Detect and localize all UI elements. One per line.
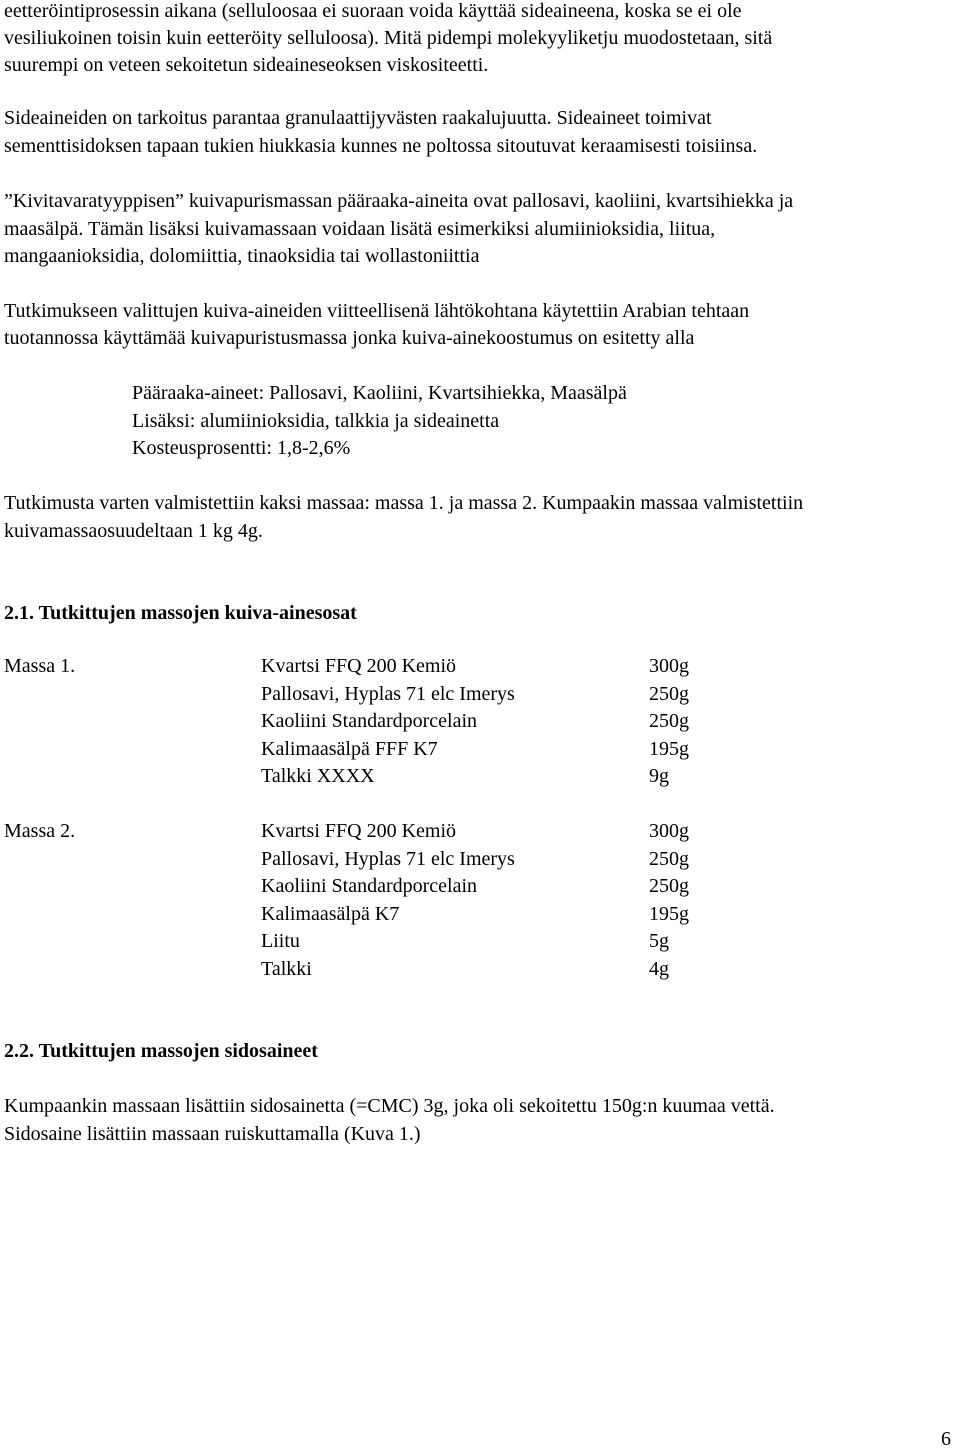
section-heading: 2.1. Tutkittujen massojen kuiva-ainesosat bbox=[4, 602, 357, 624]
section-heading: 2.2. Tutkittujen massojen sidosaineet bbox=[4, 1040, 318, 1062]
ingredient-name: Kalimaasälpä FFF K7 bbox=[261, 738, 438, 760]
mass-label: Massa 1. bbox=[4, 655, 76, 677]
paragraph-line: vesiliukoinen toisin kuin eetteröity selluloosa). Mitä pidempi molekyyliketju muodostetaan, sitä bbox=[4, 27, 773, 49]
paragraph-line: Sidosaine lisättiin massaan ruiskuttamalla (Kuva 1.) bbox=[4, 1123, 421, 1145]
ingredient-amount: 4g bbox=[649, 958, 669, 980]
paragraph-line: kuivamassaosuudeltaan 1 kg 4g. bbox=[4, 520, 263, 542]
ingredient-amount: 195g bbox=[649, 738, 689, 760]
ingredient-amount: 5g bbox=[649, 930, 669, 952]
paragraph-line: tuotannossa käyttämää kuivapuristusmassa jonka kuiva-ainekoostumus on esitetty alla bbox=[4, 327, 695, 349]
indented-line: Lisäksi: alumiinioksidia, talkkia ja sideainetta bbox=[132, 410, 500, 432]
indented-line: Kosteusprosentti: 1,8-2,6% bbox=[132, 437, 351, 459]
page-number: 6 bbox=[941, 1428, 951, 1450]
mass-label: Massa 2. bbox=[4, 820, 76, 842]
ingredient-amount: 250g bbox=[649, 848, 689, 870]
ingredient-amount: 195g bbox=[649, 903, 689, 925]
paragraph-line: Tutkimusta varten valmistettiin kaksi massaa: massa 1. ja massa 2. Kumpaakin massaa valmistettiin bbox=[4, 492, 804, 514]
paragraph-line: ”Kivitavaratyyppisen” kuivapurismassan pääraaka-aineita ovat pallosavi, kaoliini, kvartsihiekka ja bbox=[4, 190, 794, 212]
ingredient-name: Kaoliini Standardporcelain bbox=[261, 710, 478, 732]
ingredient-name: Pallosavi, Hyplas 71 elc Imerys bbox=[261, 683, 515, 705]
ingredient-amount: 250g bbox=[649, 710, 689, 732]
ingredient-name: Kvartsi FFQ 200 Kemiö bbox=[261, 820, 456, 842]
paragraph-line: sementtisidoksen tapaan tukien hiukkasia kunnes ne poltossa sitoutuvat keraamisesti toisiinsa. bbox=[4, 135, 758, 157]
ingredient-amount: 9g bbox=[649, 765, 669, 787]
paragraph-line: Tutkimukseen valittujen kuiva-aineiden viitteellisenä lähtökohtana käytettiin Arabian tehtaan bbox=[4, 300, 750, 322]
paragraph-line: Kumpaankin massaan lisättiin sidosainetta (=CMC) 3g, joka oli sekoitettu 150g:n kuumaa vettä. bbox=[4, 1095, 775, 1117]
ingredient-name: Kaoliini Standardporcelain bbox=[261, 875, 478, 897]
paragraph-line: mangaanioksidia, dolomiittia, tinaoksidia tai wollastoniittia bbox=[4, 245, 480, 267]
ingredient-amount: 250g bbox=[649, 875, 689, 897]
ingredient-name: Talkki bbox=[261, 958, 312, 980]
ingredient-amount: 300g bbox=[649, 820, 689, 842]
ingredient-amount: 250g bbox=[649, 683, 689, 705]
paragraph-line: maasälpä. Tämän lisäksi kuivamassaan voidaan lisätä esimerkiksi alumiinioksidia, liitua, bbox=[4, 218, 716, 240]
ingredient-name: Pallosavi, Hyplas 71 elc Imerys bbox=[261, 848, 515, 870]
ingredient-name: Liitu bbox=[261, 930, 300, 952]
paragraph-line: Sideaineiden on tarkoitus parantaa granulaattijyvästen raakalujuutta. Sideaineet toimivat bbox=[4, 107, 712, 129]
ingredient-name: Talkki XXXX bbox=[261, 765, 375, 787]
ingredient-amount: 300g bbox=[649, 655, 689, 677]
paragraph-line: eetteröintiprosessin aikana (selluloosaa ei suoraan voida käyttää sideaineena, koska se ei ole bbox=[4, 0, 742, 22]
paragraph-line: suurempi on veteen sekoitetun sideaineseoksen viskositeetti. bbox=[4, 54, 489, 76]
ingredient-name: Kalimaasälpä K7 bbox=[261, 903, 400, 925]
indented-line: Pääraaka-aineet: Pallosavi, Kaoliini, Kvartsihiekka, Maasälpä bbox=[132, 382, 627, 404]
ingredient-name: Kvartsi FFQ 200 Kemiö bbox=[261, 655, 456, 677]
